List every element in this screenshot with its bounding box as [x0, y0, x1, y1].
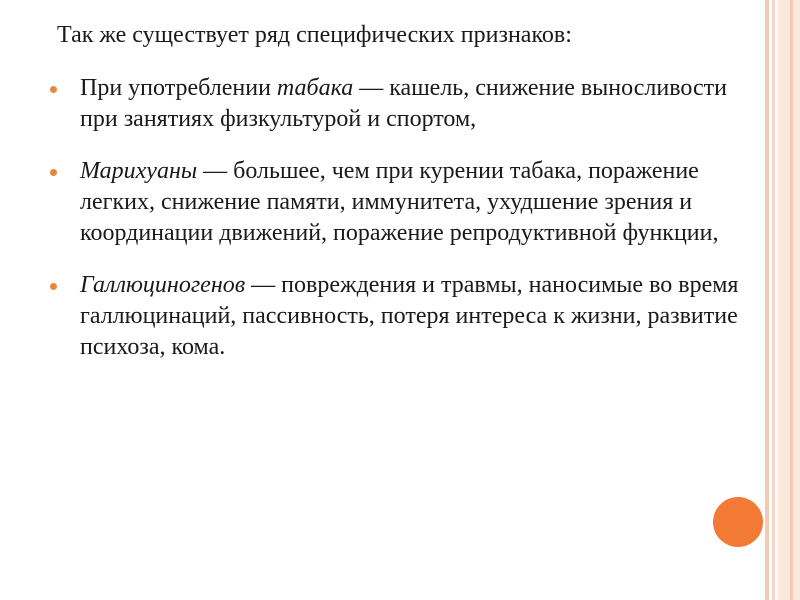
- decorative-stripe: [772, 0, 775, 600]
- bullet-text: — большее, чем при курении табака, поражение легких, снижение памяти, иммунитета, ухудшение зрения и координации движений, поражение репродуктивной функции,: [80, 158, 719, 246]
- bullet-text: — кашель, снижение выносливости при занятиях физкультурой и спортом,: [80, 75, 727, 132]
- bullet-dot-icon: [50, 283, 57, 290]
- bullet-dot-icon: [50, 169, 57, 176]
- bullet-list: [50, 73, 740, 384]
- bullet-term: Марихуаны: [80, 158, 198, 184]
- decorative-stripe: [765, 0, 769, 600]
- list-item: [50, 73, 740, 135]
- list-item: [50, 156, 740, 249]
- bullet-text: — повреждения и травмы, наносимые во время галлюцинаций, пассивность, потеря интереса к жизни, развитие психоза, кома.: [80, 272, 739, 360]
- bullet-dot-icon: [50, 86, 57, 93]
- slide-intro-text: Так же существует ряд специфических признаков:: [57, 22, 572, 48]
- orange-circle-icon: [713, 497, 763, 547]
- decorative-stripe: [778, 0, 800, 600]
- bullet-prefix: При употреблении: [80, 75, 277, 101]
- decorative-stripe: [790, 0, 793, 600]
- list-item: [50, 270, 740, 363]
- bullet-term: Галлюциногенов: [80, 272, 246, 298]
- bullet-term: табака: [276, 75, 354, 101]
